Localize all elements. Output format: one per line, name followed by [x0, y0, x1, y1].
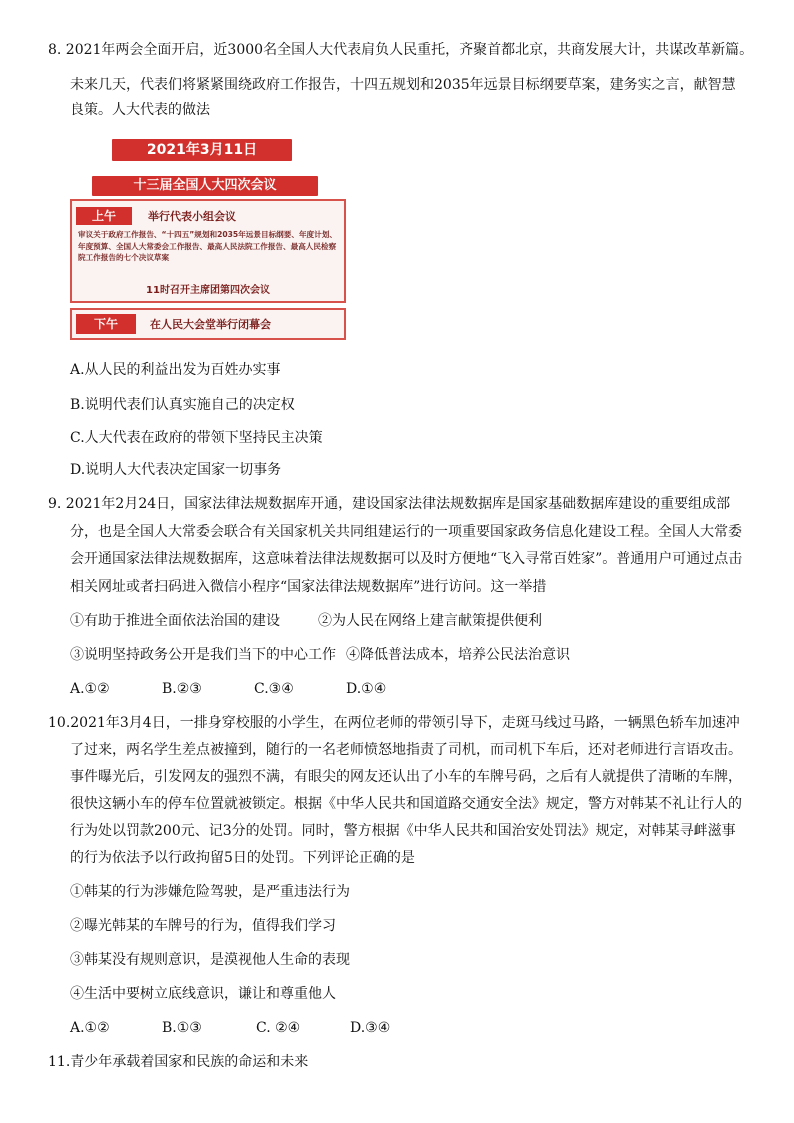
q11-stem-line: 11.青少年承载着国家和民族的命运和未来: [48, 1054, 309, 1070]
afternoon-heading: 在人民大会堂举行闭幕会: [150, 318, 271, 331]
q8-option-b: B.说明代表们认真实施自己的决定权: [70, 397, 295, 413]
q10-choice-d: D.③④: [350, 1020, 391, 1036]
q9-item-3: ③说明坚持政务公开是我们当下的中心工作: [70, 647, 336, 663]
q9-stem-line: 9. 2021年2月24日，国家法律法规数据库开通，建设国家法律法规数据库是国家基础数据库建设的重要组成部: [48, 496, 731, 512]
morning-tag: 上午: [76, 207, 132, 225]
q9-choice-b: B.②③: [162, 681, 202, 697]
q10-choice-c: C. ②④: [256, 1020, 301, 1036]
morning-closing: 11时召开主席团第四次会议: [146, 285, 270, 296]
q10-item-4: ④生活中要树立底线意识，谦让和尊重他人: [70, 986, 336, 1002]
morning-heading: 举行代表小组会议: [148, 210, 236, 223]
schedule-date-banner: 2021年3月11日: [112, 139, 292, 161]
q9-choice-d: D.①④: [346, 681, 387, 697]
q8-option-c: C.人大代表在政府的带领下坚持民主决策: [70, 430, 323, 446]
q9-choice-c: C.③④: [254, 681, 294, 697]
q9-stem-line: 相关网址或者扫码进入微信小程序“国家法律法规数据库”进行访问。这一举措: [70, 579, 547, 595]
meeting-schedule-image: [70, 136, 346, 344]
q10-choice-b: B.①③: [162, 1020, 202, 1036]
q10-stem-line: 10.2021年3月4日，一排身穿校服的小学生，在两位老师的带领引导下，走斑马线过马路，一辆黑色轿车加速冲: [48, 715, 740, 731]
q9-item-4: ④降低普法成本，培养公民法治意识: [346, 647, 570, 663]
q9-stem-line: 分，也是全国人大常委会联合有关国家机关共同组建运行的一项重要国家政务信息化建设工程。全国人大常委: [70, 524, 742, 540]
q10-stem-line: 的行为依法予以行政拘留5日的处罚。下列评论正确的是: [70, 850, 415, 866]
q9-stem-line: 会开通国家法律法规数据库，这意味着法律法规数据可以及时方便地“飞入寻常百姓家”。普通用户可通过点击: [70, 551, 743, 567]
schedule-session-banner: 十三届全国人大四次会议: [92, 176, 318, 196]
q10-stem-line: 事件曝光后，引发网友的强烈不满，有眼尖的网友还认出了小车的车牌号码，之后有人就提供了清晰的车牌，: [70, 769, 742, 785]
q10-choice-a: A.①②: [70, 1020, 110, 1036]
q10-stem-line: 很快这辆小车的停车位置就被锁定。根据《中华人民共和国道路交通安全法》规定，警方对韩某不礼让行人的: [70, 796, 742, 812]
q8-stem-line: 良策。人大代表的做法: [70, 102, 210, 118]
morning-schedule-box: [70, 199, 346, 303]
q8-option-d: D.说明人大代表决定国家一切事务: [70, 462, 282, 478]
afternoon-tag: 下午: [76, 314, 136, 334]
q9-item-1: ①有助于推进全面依法治国的建设: [70, 613, 280, 629]
afternoon-schedule-box: [70, 308, 346, 340]
q10-item-2: ②曝光韩某的车牌号的行为，值得我们学习: [70, 918, 336, 934]
q8-option-a: A.从人民的利益出发为百姓办实事: [70, 362, 281, 378]
q10-stem-line: 了过来，两名学生差点被撞到，随行的一名老师愤怒地指责了司机，而司机下车后，还对老师进行言语攻击。: [70, 742, 742, 758]
q8-stem-line: 8. 2021年两会全面开启，近3000名全国人大代表肩负人民重托，齐聚首都北京，共商发展大计，共谋改革新篇。: [48, 42, 754, 58]
q10-item-3: ③韩某没有规则意识，是漠视他人生命的表现: [70, 952, 350, 968]
morning-detail: 审议关于政府工作报告、“十四五”规划和2035年远景目标纲要、年度计划、年度预算、全国人大常委会工作报告、最高人民法院工作报告、最高人民检察院工作报告的七个决议草案: [78, 230, 337, 262]
q10-stem-line: 行为处以罚款200元、记3分的处罚。同时，警方根据《中华人民共和国治安处罚法》规定，对韩某寻衅滋事: [70, 823, 736, 839]
q8-stem-line: 未来几天，代表们将紧紧围绕政府工作报告，十四五规划和2035年远景目标纲要草案，建务实之言，献智慧: [70, 77, 736, 93]
q10-item-1: ①韩某的行为涉嫌危险驾驶，是严重违法行为: [70, 884, 350, 900]
q9-item-2: ②为人民在网络上建言献策提供便利: [318, 613, 542, 629]
q9-choice-a: A.①②: [70, 681, 110, 697]
